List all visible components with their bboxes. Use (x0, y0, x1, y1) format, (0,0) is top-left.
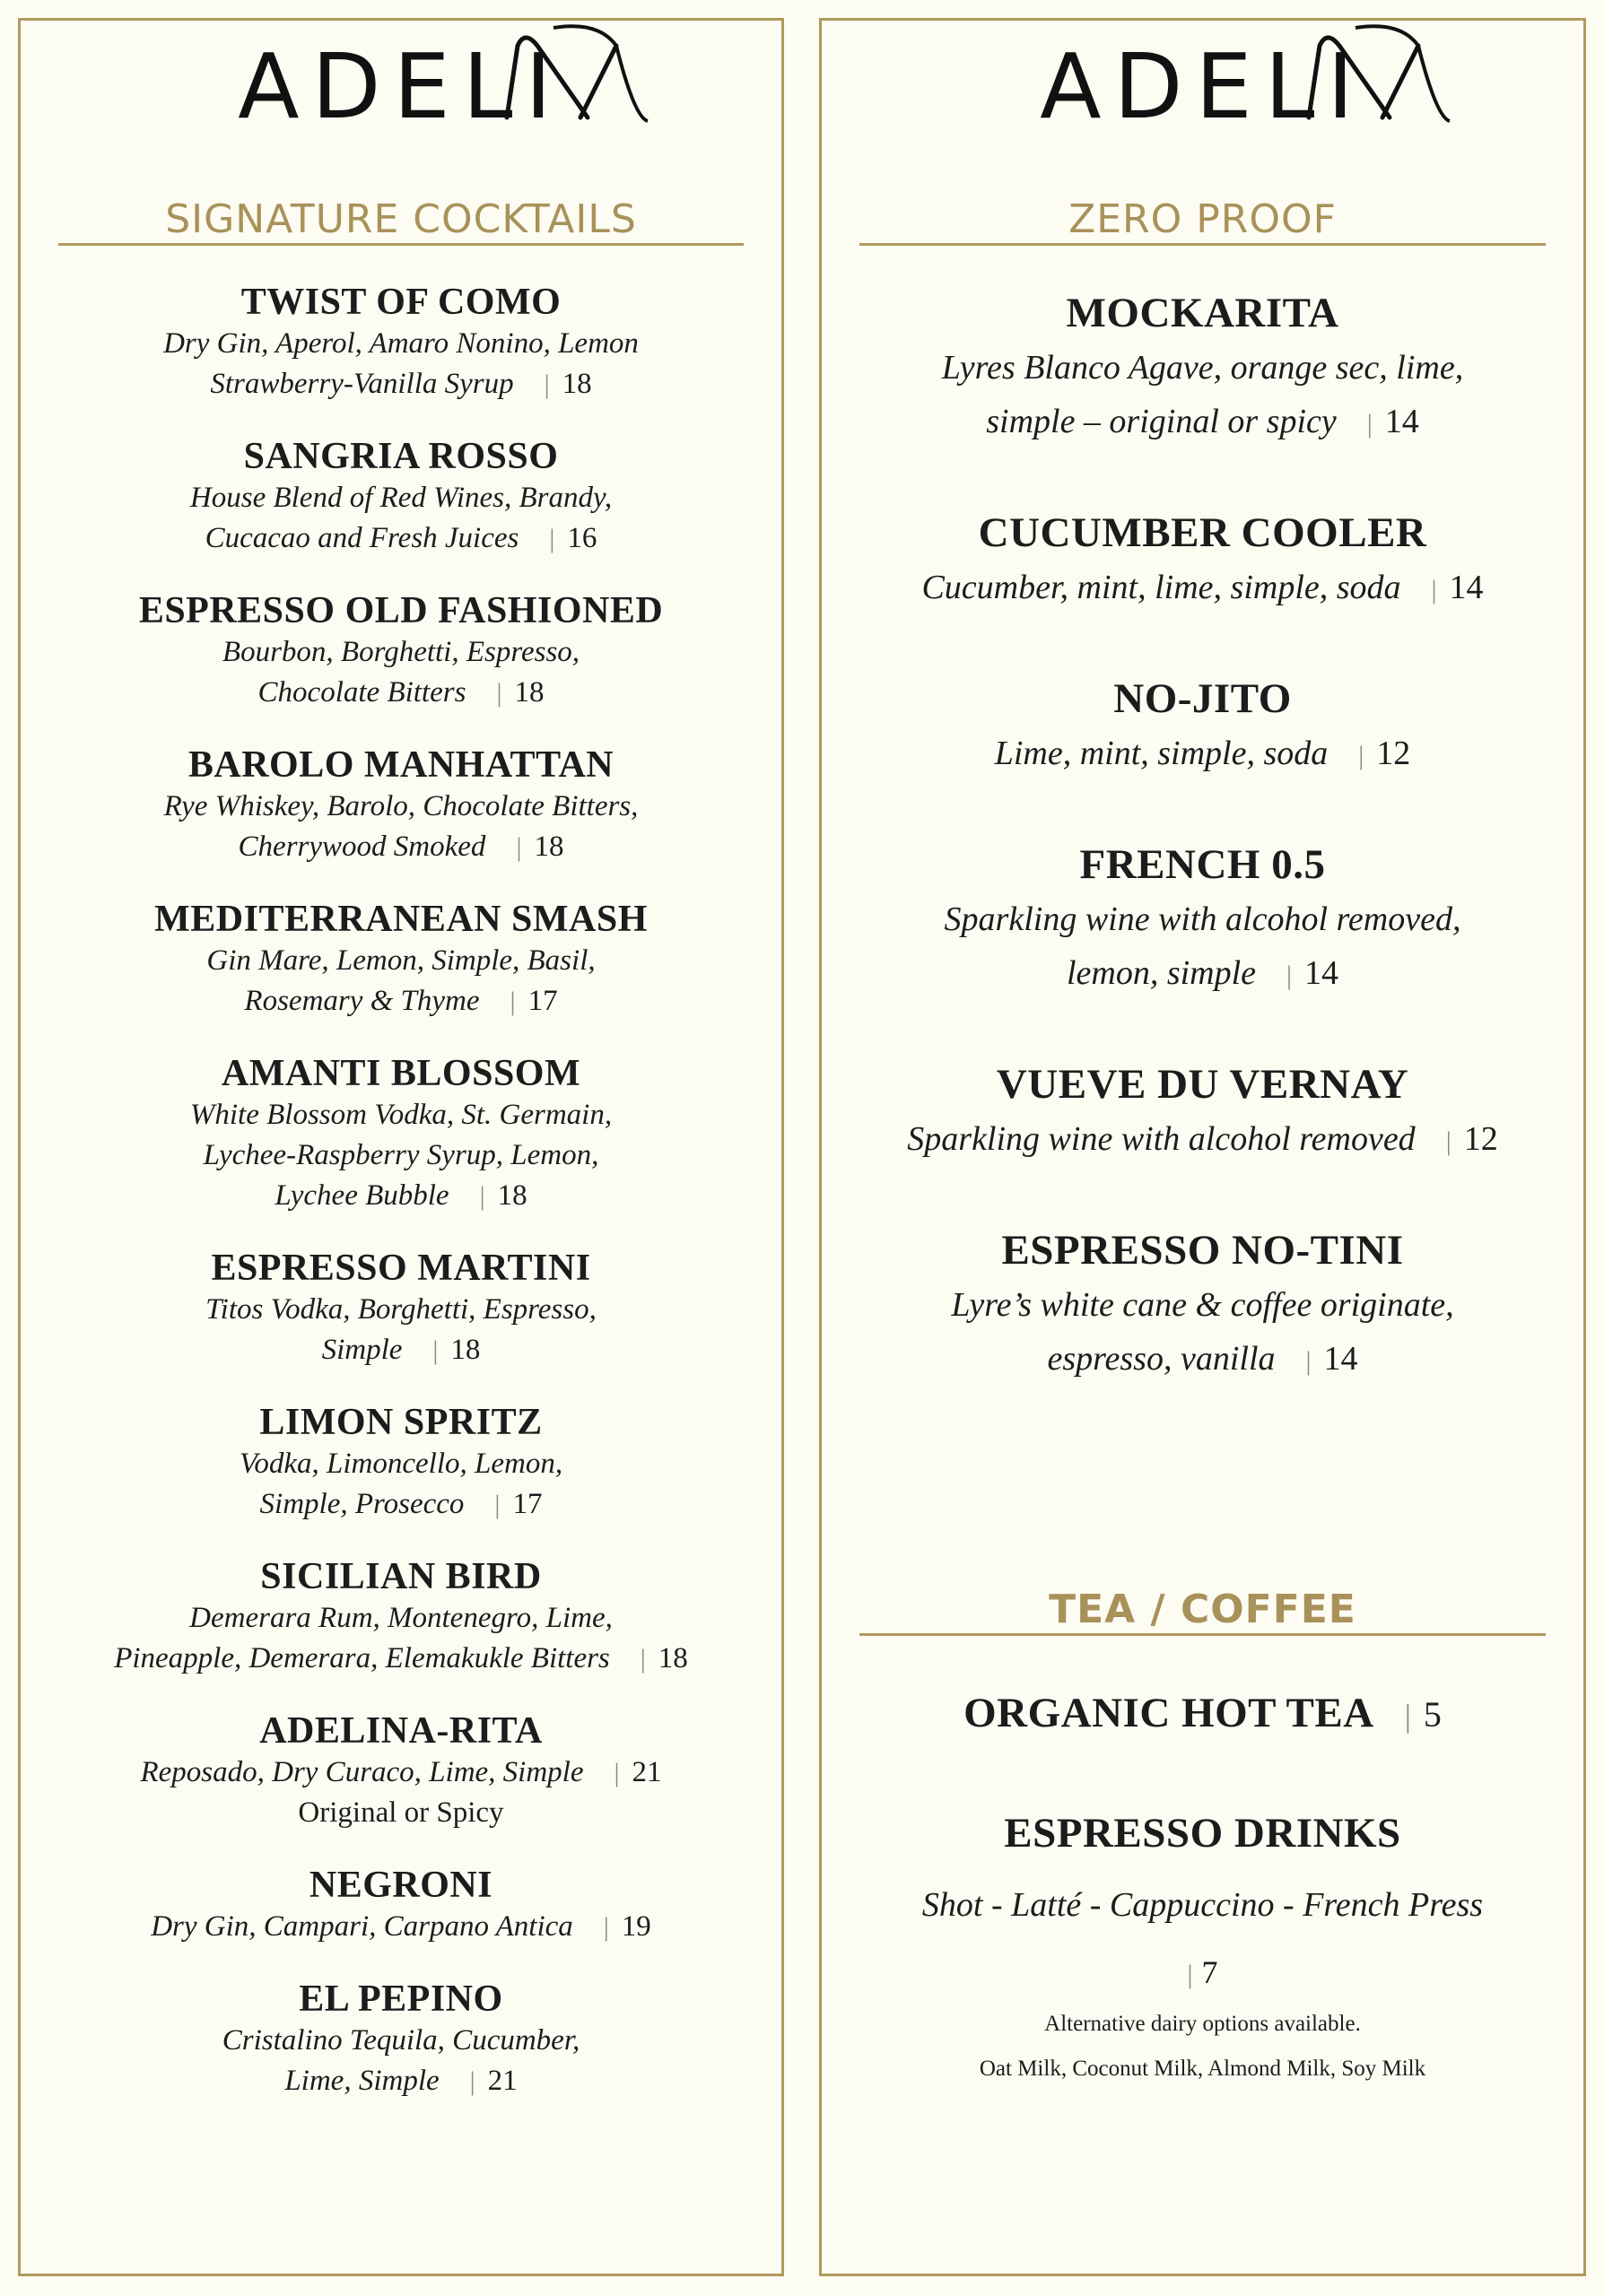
price-divider: | (496, 678, 502, 708)
item-name: ESPRESSO OLD FASHIONED (138, 590, 664, 631)
espresso-drinks-item (822, 1805, 1583, 2092)
price-divider: | (1431, 575, 1437, 604)
zero-proof-panel (819, 18, 1586, 2276)
item-description-text: Gin Mare, Lemon, Simple, Basil, (206, 944, 596, 977)
adelina-logo (822, 21, 1583, 137)
item-price: 19 (621, 1910, 651, 1943)
item-name: AMANTI BLOSSOM (221, 1053, 581, 1094)
item-description-text: Pineapple, Demerara, Elemakukle Bitters (114, 1642, 610, 1674)
item-description (822, 341, 1583, 395)
espresso-drinks-line: Shot - Latté - Cappuccino - French Press (921, 1886, 1484, 1924)
menu-item (21, 1247, 781, 1370)
menu-item (21, 281, 781, 404)
item-description-text: White Blossom Vodka, St. Germain, (189, 1099, 613, 1131)
item-price: 17 (512, 1488, 543, 1520)
item-description-text: Vodka, Limoncello, Lemon, (239, 1448, 563, 1480)
item-price: 17 (527, 985, 558, 1017)
section-title-zero-proof: ZERO PROOF (859, 196, 1546, 246)
item-description (21, 1639, 781, 1679)
milk-options: Oat Milk, Coconut Milk, Almond Milk, Soy Milk (979, 2057, 1426, 2081)
price-divider: | (516, 832, 522, 862)
menu-item (21, 1401, 781, 1525)
menu-item (822, 671, 1583, 783)
adelina-logo-graphic (132, 21, 670, 137)
item-description-text: Lychee-Raspberry Syrup, Lemon, (203, 1139, 599, 1171)
cocktail-list (21, 281, 781, 2132)
item-price: 18 (497, 1179, 527, 1212)
item-description-text: Cristalino Tequila, Cucumber, (222, 2024, 580, 2057)
price-divider: | (469, 2066, 475, 2096)
item-description-text: simple – original or spicy (986, 403, 1337, 440)
item-name: BAROLO MANHATTAN (187, 744, 615, 786)
item-description (21, 1095, 781, 1135)
item-description (21, 1290, 781, 1330)
item-name: NEGRONI (309, 1865, 493, 1906)
item-description-text: Bourbon, Borghetti, Espresso, (222, 636, 580, 668)
menu-item (822, 1222, 1583, 1388)
item-name: TWIST OF COMO (240, 282, 562, 323)
item-description (822, 1278, 1583, 1332)
adelina-logo-graphic (934, 21, 1472, 137)
item-description (822, 561, 1583, 617)
price-divider: | (494, 1490, 501, 1519)
item-name: VUEVE DU VERNAY (996, 1061, 1409, 1108)
item-description (822, 946, 1583, 1003)
menu-item (21, 898, 781, 1022)
item-description-text: Sparkling wine with alcohol removed, (944, 900, 1461, 938)
item-name: ESPRESSO NO-TINI (1001, 1227, 1404, 1274)
item-description-text: Lime, mint, simple, soda (994, 735, 1329, 772)
dairy-note: Alternative dairy options available. (1044, 2012, 1361, 2036)
item-description-text: Titos Vodka, Borghetti, Espresso, (205, 1293, 597, 1326)
item-name: SANGRIA ROSSO (243, 436, 559, 477)
item-name: SICILIAN BIRD (260, 1556, 542, 1597)
item-description-text: lemon, simple (1066, 954, 1257, 992)
menu-item (21, 435, 781, 559)
section-title-signature-cocktails: SIGNATURE COCKTAILS (58, 196, 744, 246)
menu-item (822, 1057, 1583, 1169)
price-divider: | (1445, 1126, 1451, 1156)
item-description (21, 1135, 781, 1176)
item-name: MOCKARITA (1066, 290, 1339, 336)
item-description-text: Lyre’s white cane & coffee originate, (951, 1286, 1454, 1324)
item-price: 14 (1323, 1340, 1358, 1378)
item-description-text: Cucacao and Fresh Juices (205, 522, 519, 554)
item-description-text: Chocolate Bitters (257, 676, 466, 709)
menu-item (21, 1864, 781, 1947)
item-description-text: Dry Gin, Campari, Carpano Antica (151, 1910, 573, 1943)
item-name: EL PEPINO (299, 1979, 503, 2020)
item-description (21, 1330, 781, 1370)
svg-text:ADELI: ADELI (238, 34, 564, 137)
price-divider: | (510, 987, 516, 1016)
menu-item (822, 837, 1583, 1003)
price-divider: | (640, 1644, 646, 1674)
item-description (822, 726, 1583, 783)
adelina-logo (21, 21, 781, 137)
item-price: 14 (1449, 569, 1484, 606)
item-name: FRENCH 0.5 (1079, 841, 1326, 888)
item-description (21, 981, 781, 1022)
item-description-text: Simple, Prosecco (259, 1488, 465, 1520)
price-divider: | (1358, 741, 1364, 770)
item-price: 18 (534, 831, 564, 863)
item-price: 14 (1384, 403, 1419, 440)
item-price: 16 (567, 522, 597, 554)
item-description-text: Demerara Rum, Montenegro, Lime, (189, 1602, 613, 1634)
espresso-drinks-name: ESPRESSO DRINKS (1004, 1810, 1401, 1857)
price-divider: | (1404, 1698, 1411, 1734)
item-description (21, 2021, 781, 2061)
item-description-text: espresso, vanilla (1047, 1340, 1276, 1378)
item-description (21, 941, 781, 981)
item-description-text: Lyres Blanco Agave, orange sec, lime, (941, 349, 1464, 387)
price-divider: | (1286, 961, 1293, 990)
price-divider: | (479, 1181, 485, 1211)
section-title-tea-coffee: TEA / COFFEE (859, 1587, 1546, 1636)
item-description (21, 518, 781, 559)
item-name: NO-JITO (1113, 675, 1292, 722)
item-name: ESPRESSO MARTINI (211, 1248, 591, 1289)
item-description (21, 1176, 781, 1216)
hot-tea-item (822, 1689, 1583, 1737)
item-description (21, 1907, 781, 1947)
item-description (21, 1598, 781, 1639)
item-price: 18 (514, 676, 545, 709)
item-price: 12 (1376, 735, 1411, 772)
item-price: 18 (562, 368, 592, 400)
item-description (822, 395, 1583, 451)
item-extra: Original or Spicy (298, 1796, 504, 1829)
menu-item (21, 589, 781, 713)
item-description-text: Cucumber, mint, lime, simple, soda (921, 569, 1401, 606)
item-description (21, 1444, 781, 1484)
price-divider: | (544, 370, 550, 399)
menu-item (21, 1052, 781, 1216)
item-name: LIMON SPRITZ (259, 1402, 543, 1443)
menu-item (822, 505, 1583, 617)
item-description-text: Simple (321, 1334, 403, 1366)
svg-text:ADELI: ADELI (1039, 34, 1366, 137)
item-description-text: Dry Gin, Aperol, Amaro Nonino, Lemon (163, 327, 639, 360)
zero-proof-list (822, 285, 1583, 1442)
item-description-text: House Blend of Red Wines, Brandy, (189, 482, 613, 514)
item-description-text: Rosemary & Thyme (244, 985, 480, 1017)
item-description (21, 632, 781, 673)
price-divider: | (1366, 409, 1373, 439)
hot-tea-name: ORGANIC HOT TEA (963, 1690, 1374, 1736)
item-description-text: Lime, Simple (284, 2065, 440, 2097)
price-divider: | (614, 1758, 620, 1787)
item-description-text: Cherrywood Smoked (238, 831, 486, 863)
item-price: 21 (487, 2065, 518, 2097)
item-description-text: Reposado, Dry Curaco, Lime, Simple (140, 1756, 584, 1788)
signature-cocktails-panel (18, 18, 784, 2276)
menu-item (21, 1555, 781, 1679)
price-divider: | (549, 524, 555, 553)
item-description (21, 324, 781, 364)
item-price: 12 (1463, 1120, 1498, 1158)
menu-item (21, 1978, 781, 2101)
item-description-text: Strawberry-Vanilla Syrup (210, 368, 514, 400)
item-description (822, 1332, 1583, 1388)
item-name: MEDITERRANEAN SMASH (154, 899, 648, 940)
price-divider: | (603, 1912, 609, 1942)
item-price: 14 (1304, 954, 1339, 992)
item-name: CUCUMBER COOLER (978, 509, 1427, 556)
item-description-text: Lychee Bubble (275, 1179, 449, 1212)
item-description (21, 364, 781, 404)
item-description (822, 892, 1583, 946)
item-price: 21 (632, 1756, 662, 1788)
item-description (21, 827, 781, 867)
item-price: 18 (450, 1334, 481, 1366)
menu-item (21, 744, 781, 867)
item-description (21, 1484, 781, 1525)
espresso-drinks-price: 7 (1201, 1954, 1218, 1990)
price-divider: | (432, 1335, 439, 1365)
menu-item (21, 1709, 781, 1833)
item-description (21, 478, 781, 518)
item-description (21, 673, 781, 713)
hot-tea-price: 5 (1423, 1694, 1442, 1735)
menu-item (822, 285, 1583, 451)
item-description (21, 1752, 781, 1793)
item-description-text: Rye Whiskey, Barolo, Chocolate Bitters, (163, 790, 639, 822)
item-price: 18 (658, 1642, 688, 1674)
item-description (21, 787, 781, 827)
item-description-text: Sparkling wine with alcohol removed (907, 1120, 1416, 1158)
item-description (822, 1112, 1583, 1169)
item-name: ADELINA-RITA (259, 1710, 543, 1752)
item-description (21, 2061, 781, 2101)
price-divider: | (1305, 1346, 1312, 1376)
price-divider: | (1187, 1960, 1193, 1989)
